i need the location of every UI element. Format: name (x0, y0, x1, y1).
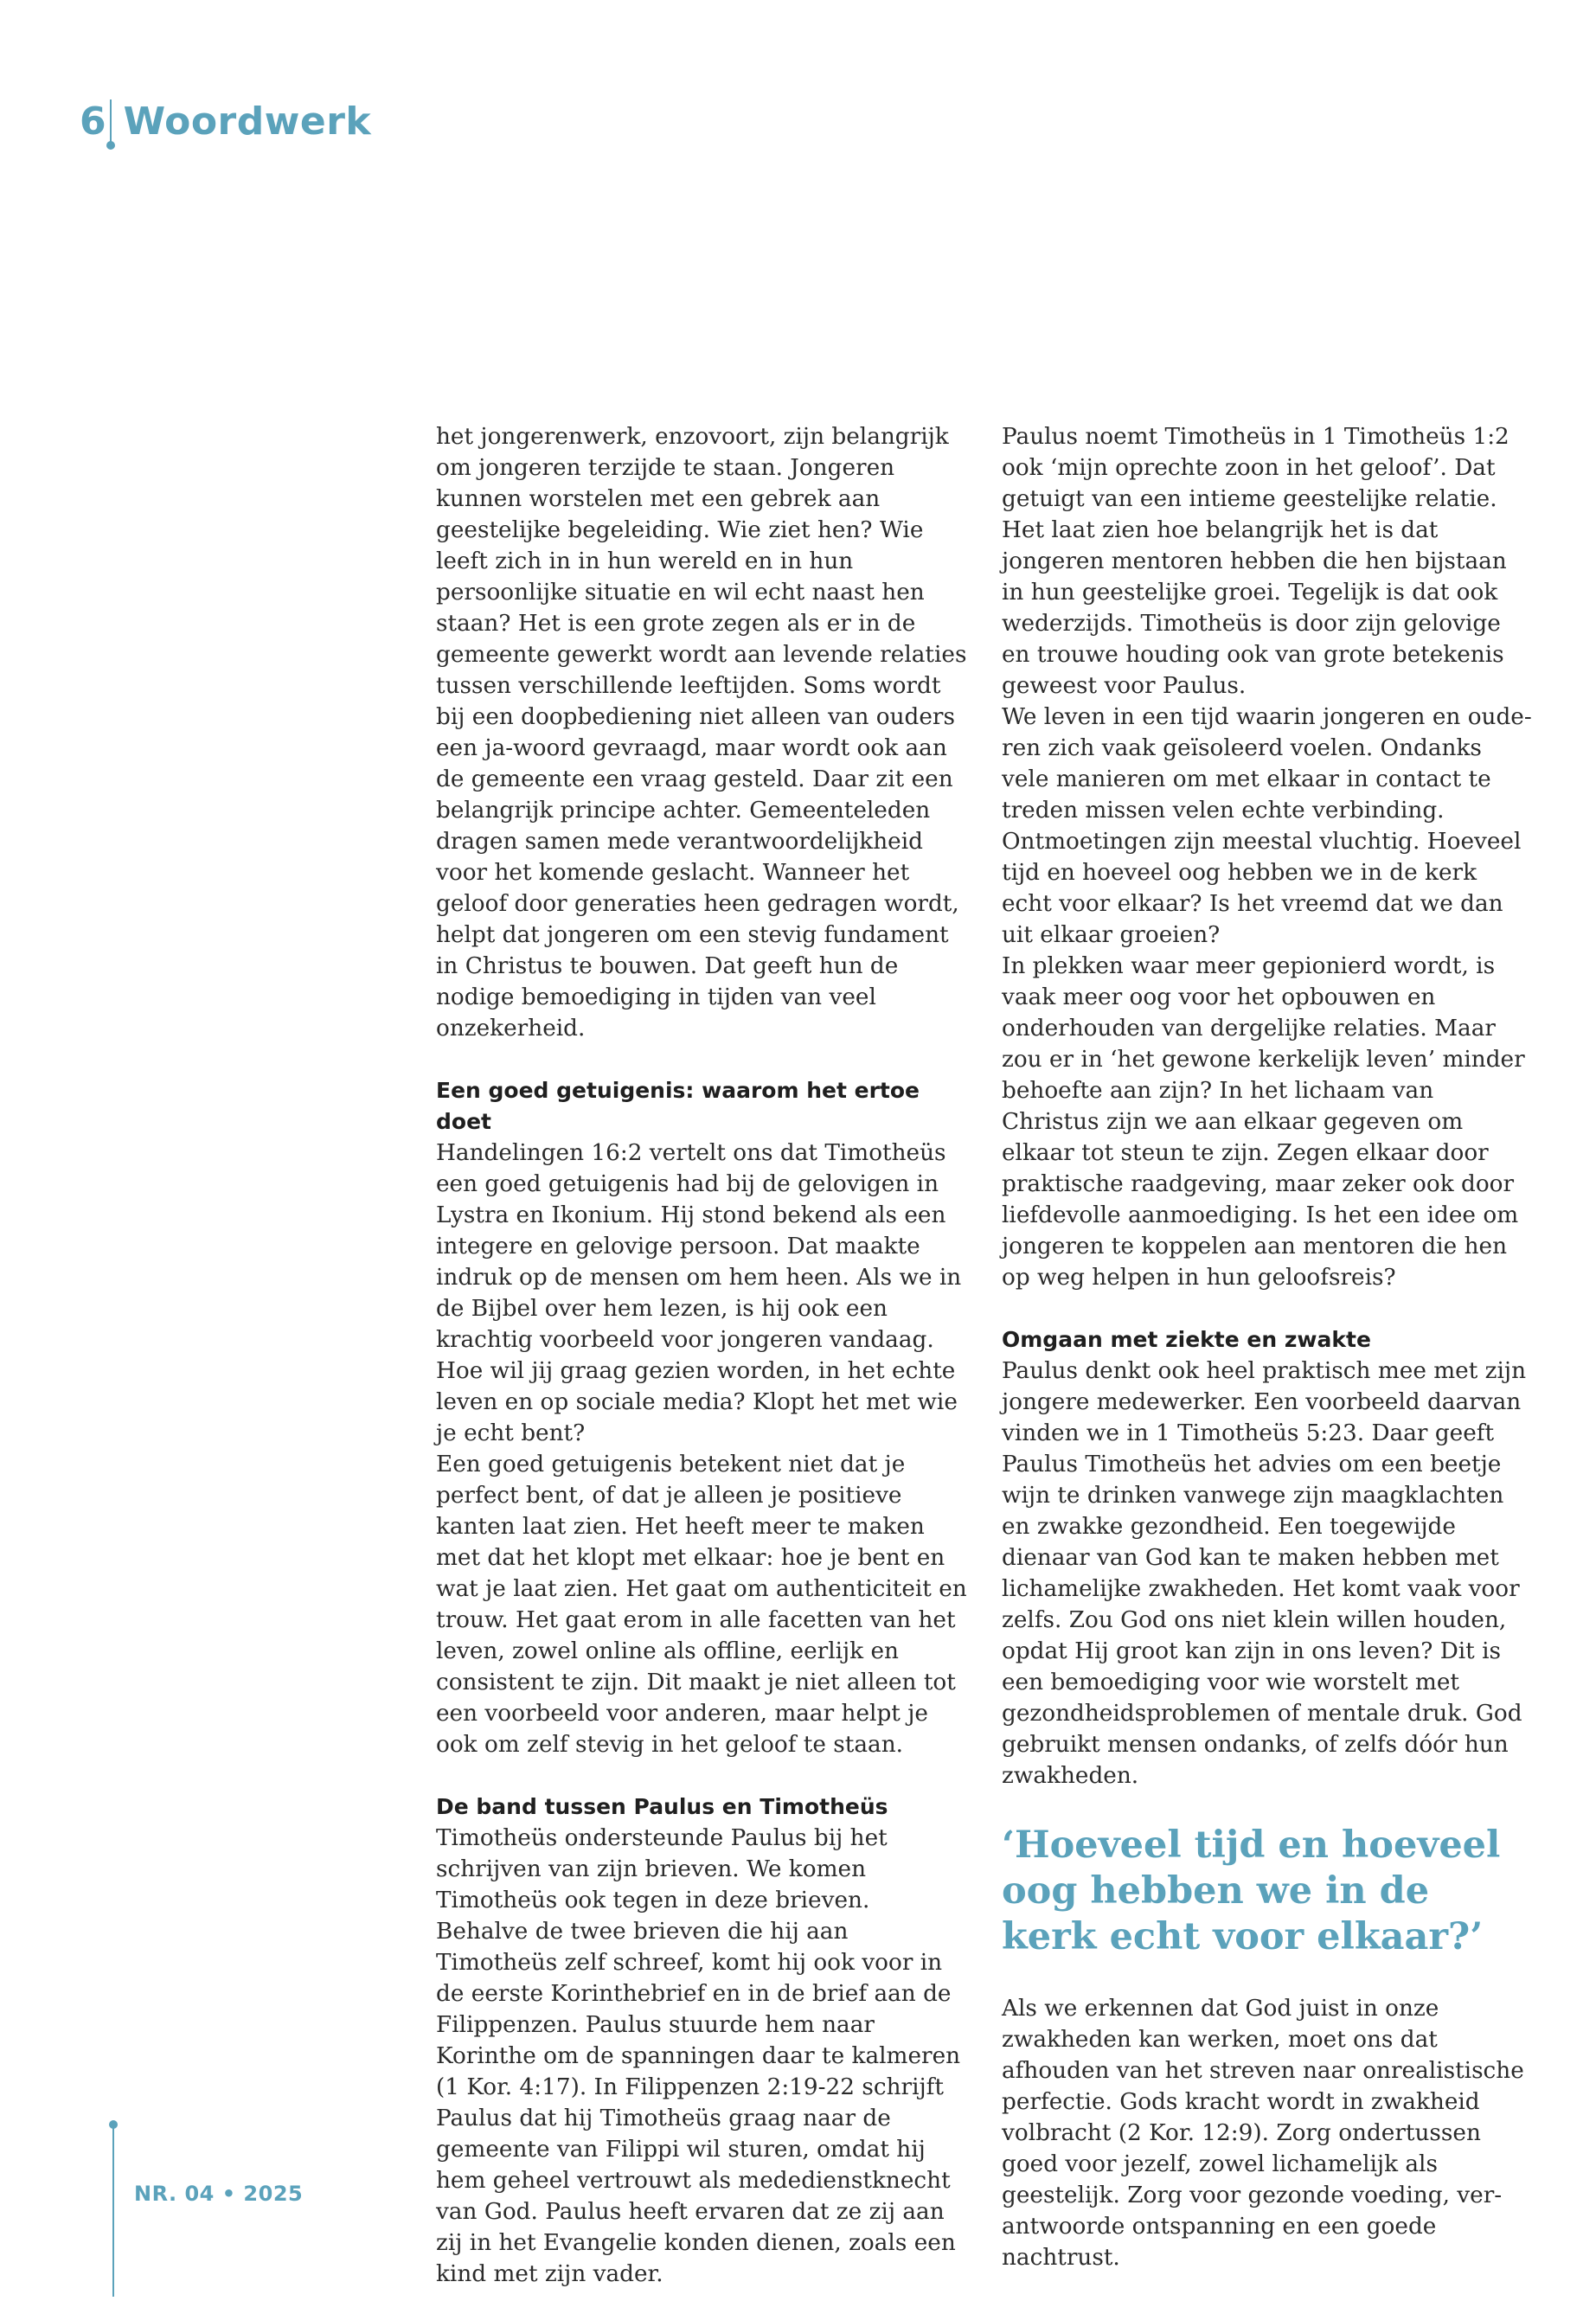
page-header (80, 93, 371, 149)
pull-quote: ‘Hoeveel tijd en hoeveel oog hebben we in de kerk echt voor elkaar?’ (1002, 1823, 1501, 1958)
intro-paragraph: het jongerenwerk, enzovoort, zijn belangrijk om jongeren terzijde te staan. Jongeren kunnen worstelen met een gebrek aan geestelijke begeleiding. Wie ziet hen? Wie leeft zich in in hun wereld en in hun persoonlijke situatie en wil echt naast hen staan? Het is een grote zegen als er in de gemeente gewerkt wordt aan levende relaties tussen verschillende leeftijden. Soms wordt bij een doopbediening niet alleen van ouders een ja-woord gevraagd, maar wordt ook aan de gemeente een vraag gesteld. Daar zit een belangrijk principe achter. Gemeenteleden dragen samen mede verantwoordelijkheid voor het komende geslacht. Wanneer het geloof door generaties heen gedragen wordt, helpt dat jongeren om een stevig fundament in Christus te bouwen. Dat geeft hun de nodige bemoediging in tijden van veel onzekerheid. (436, 424, 967, 1042)
section-heading-ziekte: Omgaan met ziekte en zwakte (1002, 1327, 1371, 1352)
section-heading-band: De band tussen Paulus en Timotheüs (436, 1794, 888, 1819)
paragraph: Als we erkennen dat God juist in onze zwakheden kan werken, moet ons dat afhouden van het streven naar onrealistische perfectie. Gods kracht wordt in zwakheid volbracht (2 Kor. 12:9). Zorg ondertussen goed voor jezelf, zowel lichamelijk als geestelijk. Zorg voor gezonde voeding, verantwoorde ontspanning en een goede nachtrust. (1002, 1996, 1524, 2271)
paragraph: In plekken waar meer gepionierd wordt, is vaak meer oog voor het opbouwen en onderhouden van dergelijke relaties. Maar zou er in ‘het gewone kerkelijk leven’ minder behoefte aan zijn? In het lichaam van Christus zijn we aan elkaar gegeven om elkaar tot steun te zijn. Zegen elkaar door praktische raadgeving, maar zeker ook door liefdevolle aanmoediging. Is het een idee om jongeren te koppelen aan mentoren die hen op weg helpen in hun geloofsreis? (1002, 953, 1525, 1291)
paragraph: Paulus noemt Timotheüs in 1 Timotheüs 1:2 ook ‘mijn oprechte zoon in het geloof’. Dat getuigt van een intieme geestelijke relatie. Het laat zien hoe belangrijk het is dat jongeren mentoren hebben die hen bijstaan in hun geestelijke groei. Tegelijk is dat ook wederzijds. Timotheüs is door zijn gelovige en trouwe houding ook van grote betekenis geweest voor Paulus. (1002, 424, 1509, 699)
paragraph: We leven in een tijd waarin jongeren en ouderen zich vaak geïsoleerd voelen. Ondanks vele manieren om met elkaar in contact te treden missen velen echte verbinding. Ontmoetingen zijn meestal vluchtig. Hoeveel tijd en hoeveel oog hebben we in de kerk echt voor elkaar? Is het vreemd dat we dan uit elkaar groeien? (1002, 704, 1532, 948)
section-title: Woordwerk (123, 99, 372, 144)
paragraph: Een goed getuigenis betekent niet dat je perfect bent, of dat je alleen je positieve kanten laat zien. Het heeft meer te maken met dat het klopt met elkaar: hoe je bent en wat je laat zien. Het gaat om authenticiteit en trouw. Het gaat erom in alle facetten van het leven, zowel online als offline, eerlijk en consistent te zijn. Dit maakt je niet alleen tot een voorbeeld voor anderen, maar helpt je ook om zelf stevig in het geloof te staan. (436, 1452, 967, 1758)
page-number: 6 (80, 99, 106, 144)
paragraph: Handelingen 16:2 vertelt ons dat Timotheüs een goed getuigenis had bij de gelovigen in Lystra en Ikonium. Hij stond bekend als een integere en gelovige persoon. Dat maakte indruk op de mensen om hem heen. Als we in de Bijbel over hem lezen, is hij ook een krachtig voorbeeld voor jongeren vandaag. Hoe wil jij graag gezien worden, in het echte leven en op sociale media? Klopt het met wie je echt bent? (436, 1140, 962, 1446)
paragraph: Timotheüs ondersteunde Paulus bij het schrijven van zijn brieven. We komen Timotheüs ook tegen in deze brieven. Behalve de twee brieven die hij aan Timotheüs zelf schreef, komt hij ook voor in de eerste Korinthebrief en in de brief aan de Filippenzen. Paulus stuurde hem naar Korinthe om de spanningen daar te kalmeren (1 Kor. 4:17). In Filippenzen 2:19-22 schrijft Paulus dat hij Timotheüs graag naar de gemeente van Filippi wil sturen, omdat hij hem geheel vertrouwt als mededienstknecht van God. Paulus heeft ervaren dat ze zij aan zij in het Evangelie konden dienen, zoals een kind met zijn vader. (436, 1825, 961, 2287)
footer-divider (112, 2124, 114, 2297)
paragraph: Paulus denkt ook heel praktisch mee met zijn jongere medewerker. Een voorbeeld daarvan vinden we in 1 Timotheüs 5:23. Daar geeft Paulus Timotheüs het advies om een beetje wijn te drinken vanwege zijn maagklachten en zwakke gezondheid. Een toegewijde dienaar van God kan te maken hebben met lichamelijke zwakheden. Het komt vaak voor zelfs. Zou God ons niet klein willen houden, opdat Hij groot kan zijn in ons leven? Dit is een bemoediging voor wie worstelt met gezondheidsproblemen of mentale druk. God gebruikt mensen ondanks, of zelfs dóór hun zwakheden. (1002, 1358, 1527, 1789)
right-column (1002, 421, 1534, 2273)
left-column (436, 421, 968, 2290)
header-divider (110, 99, 112, 146)
issue-number: NR. 04 • 2025 (134, 2182, 304, 2206)
section-heading-getuigenis: Een goed getuigenis: waarom het ertoe doet (436, 1078, 920, 1134)
